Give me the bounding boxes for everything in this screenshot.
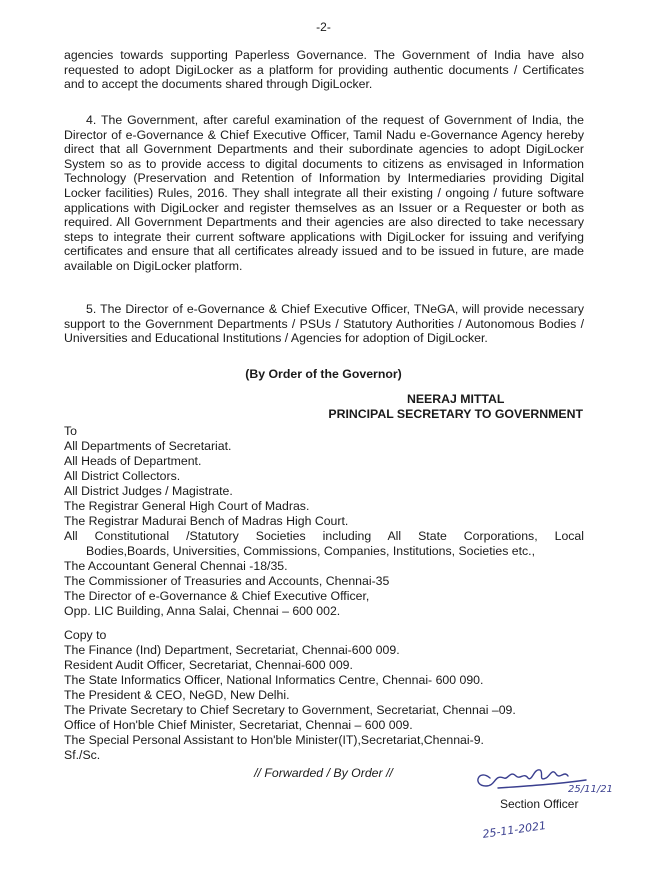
paragraph-4 <box>64 113 584 274</box>
list-item: The Accountant General Chennai -18/35. <box>64 559 288 573</box>
signatory-block <box>328 392 583 421</box>
list-item: The President & CEO, NeGD, New Delhi. <box>64 688 290 702</box>
list-item: The Finance (Ind) Department, Secretariat, Chennai-600 009. <box>64 643 400 657</box>
list-item: The Director of e-Governance & Chief Executive Officer, <box>64 589 370 603</box>
list-item: All District Collectors. <box>64 469 181 483</box>
list-item: The Private Secretary to Chief Secretary to Government, Secretariat, Chennai –09. <box>64 703 516 717</box>
paragraph-4-text: 4. The Government, after careful examination of the request of Government of India, the Director of e-Governance & Chief Executive Officer, Tamil Nadu e-Governance Agency hereby direct that all Government Departments and their subordinate agencies to adopt DigiLocker System so as to provide access to digital documents to citizens as envisaged in Information Technology (Preservation and Retention of Information by Intermediaries providing Digital Locker facilities) Rules, 2016. They shall integrate all their existing / ongoing / future software applications with DigiLocker and register themselves as an Issuer or a Requester or both as required. All Government Departments and their agencies are also directed to take necessary steps to integrate their current software applications with DigiLocker for issuing and verifying certificates and ensure that all certificates already issued and to be issued in future, are made available on DigiLocker platform. <box>64 113 584 273</box>
list-item: All District Judges / Magistrate. <box>64 484 233 498</box>
signatory-name: NEERAJ MITTAL <box>406 392 505 406</box>
list-item: Opp. LIC Building, Anna Salai, Chennai – 600 002. <box>64 604 341 618</box>
paragraph-5-text: 5. The Director of e-Governance & Chief Executive Officer, TNeGA, will provide necessary support to the Government Departments / PSUs / Statutory Authorities / Autonomous Bodies / Universities and Educational Institutions / Agencies for adoption of DigiLocker. <box>64 302 584 346</box>
handwritten-date: 25/11/21 <box>568 784 613 795</box>
list-item: The Special Personal Assistant to Hon'ble Minister(IT),Secretariat,Chennai-9. <box>64 733 484 747</box>
list-item: All Departments of Secretariat. <box>64 439 232 453</box>
intro-paragraph-text: agencies towards supporting Paperless Governance. The Government of India have also requested to adopt DigiLocker as a platform for providing authentic documents / Certificates and to accept the documents shared through DigiLocker. <box>64 48 584 92</box>
list-item-line: All Constitutional /Statutory Societies including All State Corporations, Local <box>64 529 584 543</box>
list-item: The State Informatics Officer, National Informatics Centre, Chennai- 600 090. <box>64 673 484 687</box>
handwritten-stamp-text: 25-11-2021 <box>481 819 547 841</box>
copy-label: Copy to <box>64 628 107 642</box>
list-item: All Heads of Department. <box>64 454 202 468</box>
list-item: The Registrar Madurai Bench of Madras High Court. <box>64 514 349 528</box>
list-item: Resident Audit Officer, Secretariat, Chennai-600 009. <box>64 658 353 672</box>
list-item: The Commissioner of Treasuries and Accounts, Chennai-35 <box>64 574 390 588</box>
paragraph-5 <box>64 302 584 346</box>
to-label: To <box>64 424 77 438</box>
page-number: -2- <box>316 20 331 34</box>
list-item: Office of Hon'ble Chief Minister, Secretariat, Chennai – 600 009. <box>64 718 413 732</box>
handwritten-stamp <box>480 808 570 848</box>
section-officer-label: Section Officer <box>500 797 579 811</box>
forwarded-line: // Forwarded / By Order // <box>254 766 393 780</box>
list-item: Sf./Sc. <box>64 748 101 762</box>
list-item: The Registrar General High Court of Madras. <box>64 499 310 513</box>
list-item-wrapped <box>64 529 584 559</box>
to-list <box>64 424 584 619</box>
list-item-line: Bodies,Boards, Universities, Commissions, Companies, Institutions, Societies etc., <box>86 544 536 558</box>
intro-paragraph <box>64 48 584 92</box>
by-order-line: (By Order of the Governor) <box>245 367 402 381</box>
copy-list <box>64 628 584 763</box>
signatory-title: PRINCIPAL SECRETARY TO GOVERNMENT <box>328 406 583 421</box>
